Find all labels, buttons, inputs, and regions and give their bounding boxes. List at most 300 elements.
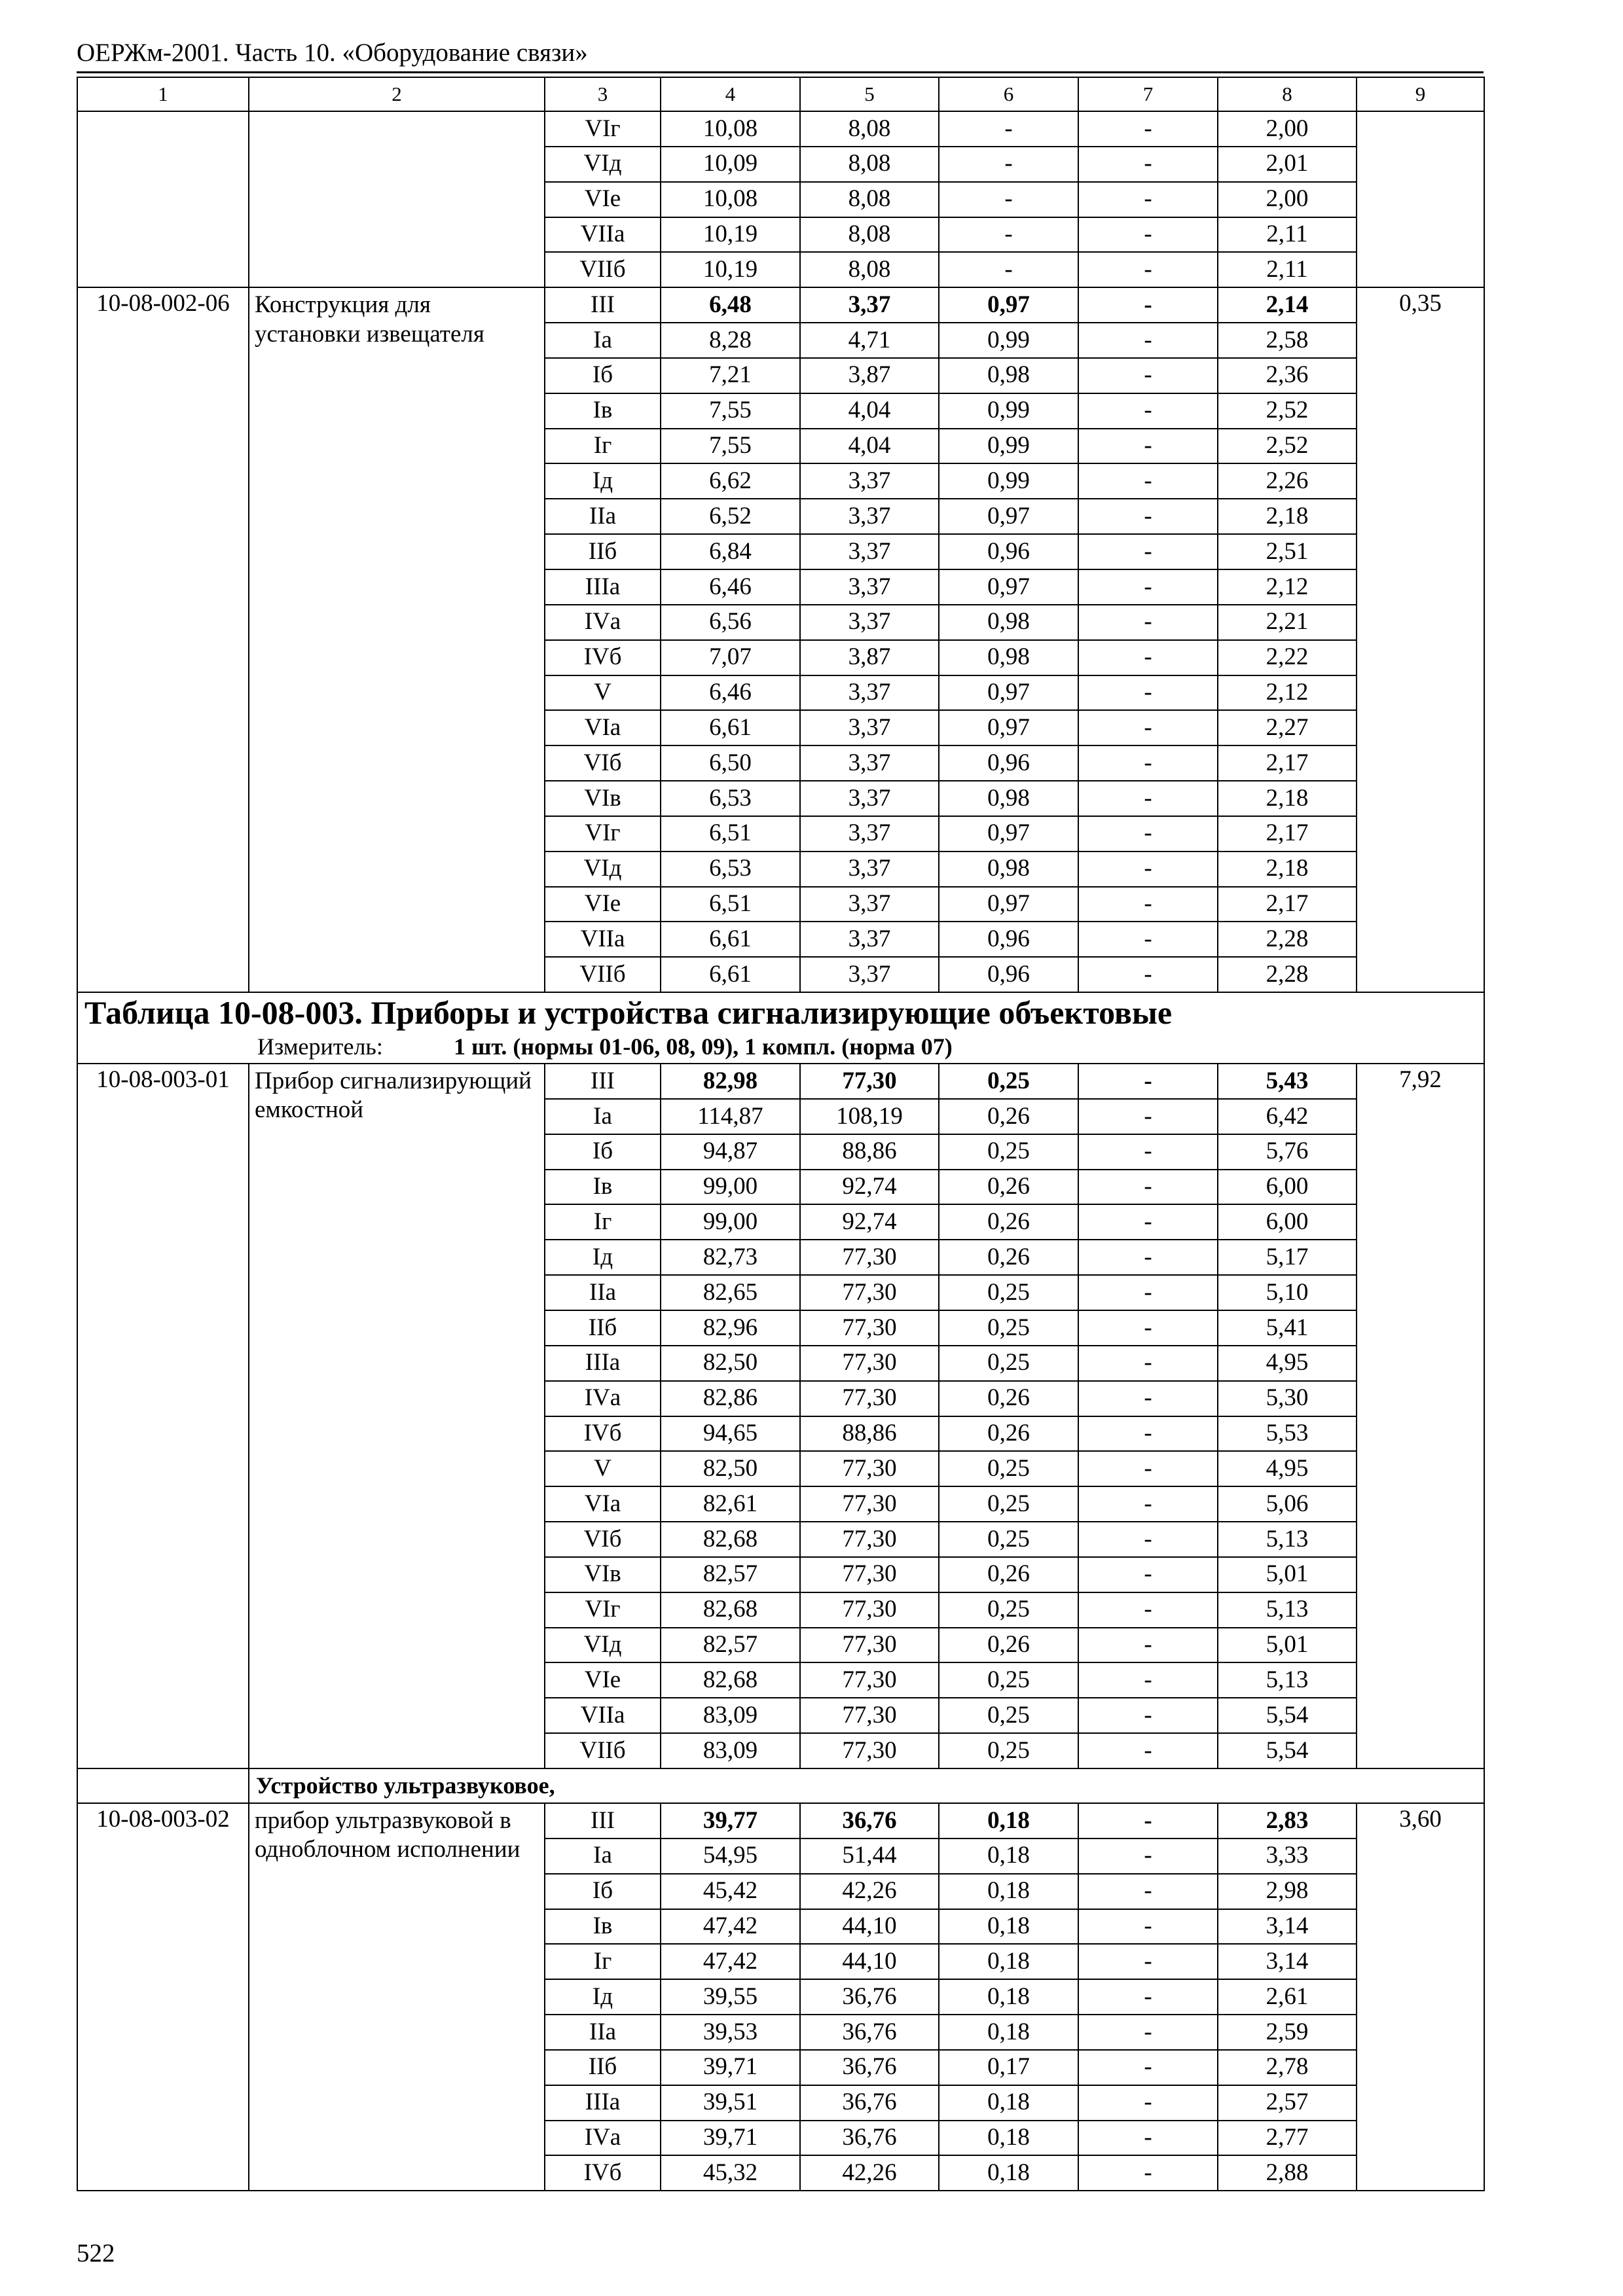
zone-cell: VIIа [545,922,661,957]
value-cell: 0,17 [939,2050,1078,2085]
value-cell: 8,08 [800,217,939,253]
value-cell: 0,97 [939,816,1078,852]
column-number: 2 [249,77,545,111]
value-cell: 2,36 [1218,358,1357,393]
value-cell: 0,99 [939,323,1078,358]
value-cell: 0,18 [939,1979,1078,2015]
value-cell: 7,07 [661,640,800,675]
value-cell: 6,53 [661,852,800,887]
value-cell: 6,42 [1218,1099,1357,1134]
value-cell: 6,50 [661,745,800,781]
value-cell: 99,00 [661,1204,800,1240]
value-cell: 3,14 [1218,1944,1357,1979]
value-cell: 0,97 [939,499,1078,534]
zone-cell: VIг [545,816,661,852]
value-cell: 3,37 [800,887,939,922]
value-cell: 2,59 [1218,2015,1357,2050]
value-cell: 77,30 [800,1662,939,1698]
value-cell: 0,97 [939,287,1078,323]
value-cell: 82,65 [661,1275,800,1310]
value-cell: 0,26 [939,1204,1078,1240]
value-cell: - [1078,147,1218,182]
value-cell: 54,95 [661,1839,800,1874]
value-cell: 0,18 [939,2155,1078,2191]
value-cell: 8,28 [661,323,800,358]
value-cell: 0,25 [939,1134,1078,1170]
value-cell: 44,10 [800,1909,939,1945]
value-cell: - [1078,2085,1218,2121]
zone-cell: VIIб [545,252,661,287]
value-cell: 0,18 [939,2121,1078,2156]
value-cell: 3,37 [800,781,939,816]
value-cell: 5,41 [1218,1310,1357,1346]
value-cell: 0,25 [939,1698,1078,1733]
value-cell: - [1078,852,1218,887]
value-cell: 82,98 [661,1064,800,1099]
value-cell: - [1078,111,1218,147]
value-cell: 42,26 [800,2155,939,2191]
zone-cell: VIIа [545,1698,661,1733]
value-cell: 5,54 [1218,1733,1357,1768]
zone-cell: VIг [545,1592,661,1628]
value-cell: 39,53 [661,2015,800,2050]
zone-cell: IIа [545,2015,661,2050]
zone-cell: Iв [545,393,661,429]
value-cell: 82,61 [661,1486,800,1522]
zone-cell: Iб [545,1134,661,1170]
rate-name: Конструкция для установки извещателя [249,287,545,992]
value-cell: 2,83 [1218,1803,1357,1839]
value-cell: 10,09 [661,147,800,182]
value-cell: 8,08 [800,182,939,217]
value-cell: 0,96 [939,534,1078,569]
value-cell: - [1078,957,1218,992]
value-cell: 82,68 [661,1662,800,1698]
value-cell: - [1078,640,1218,675]
value-cell: 77,30 [800,1240,939,1275]
value-cell: 3,33 [1218,1839,1357,1874]
value-cell: 3,87 [800,358,939,393]
zone-cell: VIIа [545,217,661,253]
zone-cell: IVа [545,2121,661,2156]
value-cell: 2,98 [1218,1874,1357,1909]
value-cell: - [1078,1064,1218,1099]
zone-cell: III [545,1803,661,1839]
value-cell: 82,50 [661,1451,800,1486]
value-cell: 0,99 [939,429,1078,464]
value-cell: - [1078,745,1218,781]
value-cell: 77,30 [800,1310,939,1346]
value-cell: 2,21 [1218,605,1357,640]
value-cell: 0,98 [939,640,1078,675]
column-number: 1 [77,77,249,111]
value-cell: 2,26 [1218,463,1357,499]
value-cell: 0,18 [939,1874,1078,1909]
value-cell: 39,71 [661,2121,800,2156]
zone-cell: Iв [545,1909,661,1945]
value-cell: 0,25 [939,1592,1078,1628]
table-title-row [77,992,1484,1064]
zone-cell: IIа [545,499,661,534]
value-cell: 2,18 [1218,781,1357,816]
value-cell: 2,58 [1218,323,1357,358]
value-cell: 0,26 [939,1381,1078,1416]
value-cell: 0,97 [939,887,1078,922]
value-cell: - [939,147,1078,182]
value-cell: 5,10 [1218,1275,1357,1310]
value-cell: 6,53 [661,781,800,816]
value-cell: 2,77 [1218,2121,1357,2156]
value-cell: 2,00 [1218,182,1357,217]
value-cell: 36,76 [800,1803,939,1839]
value-cell: 0,25 [939,1733,1078,1768]
value-cell: - [1078,2155,1218,2191]
value-cell: 0,18 [939,1839,1078,1874]
value-cell: 92,74 [800,1170,939,1205]
value-cell: - [1078,1592,1218,1628]
measure-line [84,1032,1477,1062]
value-cell: - [1078,922,1218,957]
table-row [77,1803,1484,1839]
value-cell: 2,61 [1218,1979,1357,2015]
value-cell: 82,50 [661,1346,800,1381]
value-cell: - [1078,1909,1218,1945]
zone-cell: Iд [545,1240,661,1275]
value-cell: - [1078,1628,1218,1663]
zone-cell: V [545,675,661,711]
value-cell: 36,76 [800,1979,939,2015]
zone-cell: VIе [545,887,661,922]
value-cell: 0,26 [939,1628,1078,1663]
value-cell: 3,37 [800,287,939,323]
value-cell: 4,95 [1218,1346,1357,1381]
value-cell: 36,76 [800,2015,939,2050]
value-cell: 8,08 [800,252,939,287]
value-cell: 5,01 [1218,1628,1357,1663]
value-cell: - [1078,1134,1218,1170]
value-cell: - [1078,1803,1218,1839]
zone-cell: VIд [545,147,661,182]
value-cell: - [1078,1698,1218,1733]
value-cell: - [1078,1979,1218,2015]
value-cell: 8,08 [800,111,939,147]
value-cell: 6,48 [661,287,800,323]
value-cell: 6,61 [661,710,800,745]
value-cell: 83,09 [661,1733,800,1768]
value-cell: 82,68 [661,1522,800,1557]
zone-cell: VIб [545,1522,661,1557]
value-cell: 2,14 [1218,287,1357,323]
value-cell: 77,30 [800,1557,939,1592]
value-cell: 0,25 [939,1522,1078,1557]
value-cell: - [1078,1839,1218,1874]
value-cell: 47,42 [661,1909,800,1945]
zone-cell: III [545,287,661,323]
value-cell: 36,76 [800,2121,939,2156]
value-cell: 3,37 [800,816,939,852]
value-cell: 39,51 [661,2085,800,2121]
value-cell: 94,87 [661,1134,800,1170]
value-cell: - [1078,182,1218,217]
value-cell: 2,01 [1218,147,1357,182]
subheading: Устройство ультразвуковое, [249,1768,1484,1803]
zone-cell: IVб [545,640,661,675]
value-cell: 77,30 [800,1592,939,1628]
column-number: 6 [939,77,1078,111]
value-cell: 3,37 [800,675,939,711]
value-cell: - [939,217,1078,253]
zone-cell: Iа [545,323,661,358]
zone-cell: Iв [545,1170,661,1205]
value-cell: 2,88 [1218,2155,1357,2191]
value-cell: - [1078,499,1218,534]
zone-cell: VIд [545,1628,661,1663]
zone-cell: IIIа [545,2085,661,2121]
value-cell: 39,55 [661,1979,800,2015]
value-cell: 3,37 [800,463,939,499]
column-number: 8 [1218,77,1357,111]
value-cell: - [1078,1170,1218,1205]
value-cell: - [1078,463,1218,499]
value-cell: 0,25 [939,1275,1078,1310]
value-cell: - [1078,1099,1218,1134]
value-cell: 6,62 [661,463,800,499]
zone-cell: Iг [545,429,661,464]
value-cell: 0,96 [939,745,1078,781]
zone-cell: VIв [545,1557,661,1592]
column-number: 4 [661,77,800,111]
zone-cell: IIIа [545,569,661,605]
value-cell: 2,11 [1218,217,1357,253]
value-cell: 77,30 [800,1522,939,1557]
value-cell: 0,26 [939,1416,1078,1452]
table-title: Таблица 10-08-003. Приборы и устройства сигнализирующие объектовые [84,994,1173,1031]
value-cell: 94,65 [661,1416,800,1452]
value-cell: 5,06 [1218,1486,1357,1522]
zone-cell: Iа [545,1099,661,1134]
value-cell: 36,76 [800,2050,939,2085]
value-cell: 77,30 [800,1451,939,1486]
value-cell: 51,44 [800,1839,939,1874]
rates-table [77,77,1485,2191]
zone-cell: IVб [545,2155,661,2191]
value-cell: - [1078,1204,1218,1240]
value-cell: 6,51 [661,816,800,852]
column-number: 7 [1078,77,1218,111]
value-cell: 3,37 [800,534,939,569]
value-cell: 6,52 [661,499,800,534]
zone-cell: Iб [545,1874,661,1909]
value-cell: 0,98 [939,852,1078,887]
value-cell: 0,98 [939,605,1078,640]
rate-last-value: 0,35 [1357,287,1484,992]
value-cell: 2,57 [1218,2085,1357,2121]
value-cell: 10,08 [661,182,800,217]
value-cell: 82,57 [661,1557,800,1592]
column-number-row [77,77,1484,111]
value-cell: - [1078,1381,1218,1416]
value-cell: 7,21 [661,358,800,393]
value-cell: 0,18 [939,1944,1078,1979]
zone-cell: VIIб [545,957,661,992]
value-cell: 45,32 [661,2155,800,2191]
value-cell: 8,08 [800,147,939,182]
value-cell: 42,26 [800,1874,939,1909]
value-cell: 7,55 [661,429,800,464]
value-cell: - [1078,2121,1218,2156]
value-cell: - [1078,1522,1218,1557]
value-cell: 0,26 [939,1240,1078,1275]
zone-cell: III [545,1064,661,1099]
value-cell: 4,04 [800,429,939,464]
value-cell: 4,71 [800,323,939,358]
value-cell: 77,30 [800,1628,939,1663]
value-cell: - [1078,393,1218,429]
value-cell: 114,87 [661,1099,800,1134]
value-cell: 77,30 [800,1486,939,1522]
value-cell: 0,25 [939,1451,1078,1486]
rate-code [77,111,249,287]
zone-cell: VIа [545,710,661,745]
value-cell: - [1078,2050,1218,2085]
value-cell: - [1078,1310,1218,1346]
rate-last-value: 3,60 [1357,1803,1484,2191]
value-cell: 3,37 [800,710,939,745]
value-cell: 88,86 [800,1134,939,1170]
column-number: 9 [1357,77,1484,111]
zone-cell: V [545,1451,661,1486]
value-cell: 0,98 [939,781,1078,816]
value-cell: 0,97 [939,710,1078,745]
value-cell: 88,86 [800,1416,939,1452]
value-cell: - [1078,1944,1218,1979]
value-cell: - [1078,569,1218,605]
value-cell: 0,99 [939,393,1078,429]
value-cell: 0,25 [939,1662,1078,1698]
value-cell: 10,19 [661,217,800,253]
rate-code: 10-08-003-01 [77,1064,249,1768]
zone-cell: VIг [545,111,661,147]
value-cell: 77,30 [800,1064,939,1099]
value-cell: 5,53 [1218,1416,1357,1452]
zone-cell: VIд [545,852,661,887]
value-cell: 6,00 [1218,1204,1357,1240]
value-cell: 99,00 [661,1170,800,1205]
value-cell: 3,37 [800,852,939,887]
value-cell: - [1078,1557,1218,1592]
value-cell: 5,76 [1218,1134,1357,1170]
subheading-row [77,1768,1484,1803]
zone-cell: Iд [545,1979,661,2015]
value-cell: 3,37 [800,569,939,605]
zone-cell: IVб [545,1416,661,1452]
zone-cell: IIа [545,1275,661,1310]
value-cell: - [1078,675,1218,711]
value-cell: - [1078,1486,1218,1522]
running-header: ОЕРЖм-2001. Часть 10. «Оборудование связи» [77,39,588,67]
table-row [77,287,1484,323]
value-cell: 5,43 [1218,1064,1357,1099]
value-cell: 44,10 [800,1944,939,1979]
value-cell: 83,09 [661,1698,800,1733]
zone-cell: Iа [545,1839,661,1874]
value-cell: - [1078,1874,1218,1909]
rate-name [249,111,545,287]
zone-cell: Iг [545,1944,661,1979]
value-cell: 5,30 [1218,1381,1357,1416]
value-cell: 36,76 [800,2085,939,2121]
value-cell: 0,26 [939,1557,1078,1592]
rate-name: прибор ультразвуковой в одноблочном исполнении [249,1803,545,2191]
value-cell: 82,68 [661,1592,800,1628]
rate-code: 10-08-003-02 [77,1803,249,2191]
value-cell: 6,61 [661,922,800,957]
value-cell: 0,97 [939,569,1078,605]
header-rule [77,71,1484,73]
value-cell: 6,46 [661,569,800,605]
zone-cell: IVа [545,605,661,640]
value-cell: 10,19 [661,252,800,287]
value-cell: 2,12 [1218,569,1357,605]
value-cell: 2,18 [1218,852,1357,887]
zone-cell: IVа [545,1381,661,1416]
measure-value: 1 шт. (нормы 01-06, 08, 09), 1 компл. (норма 07) [454,1033,953,1060]
zone-cell: VIIб [545,1733,661,1768]
value-cell: 0,26 [939,1099,1078,1134]
rate-code: 10-08-002-06 [77,287,249,992]
value-cell: - [1078,1416,1218,1452]
value-cell: 0,97 [939,675,1078,711]
value-cell: 0,18 [939,2015,1078,2050]
value-cell: - [939,111,1078,147]
value-cell: - [1078,1733,1218,1768]
value-cell: 6,84 [661,534,800,569]
value-cell: - [1078,217,1218,253]
value-cell: 0,96 [939,957,1078,992]
value-cell: - [939,182,1078,217]
value-cell: 6,00 [1218,1170,1357,1205]
value-cell: 2,22 [1218,640,1357,675]
value-cell: 0,18 [939,2085,1078,2121]
value-cell: 2,51 [1218,534,1357,569]
value-cell: 3,37 [800,745,939,781]
value-cell: 77,30 [800,1275,939,1310]
zone-cell: VIе [545,182,661,217]
value-cell: 6,51 [661,887,800,922]
value-cell: 3,87 [800,640,939,675]
value-cell: 2,52 [1218,393,1357,429]
value-cell: 47,42 [661,1944,800,1979]
value-cell: 0,18 [939,1803,1078,1839]
value-cell: 3,37 [800,605,939,640]
value-cell: - [1078,1662,1218,1698]
zone-cell: VIв [545,781,661,816]
value-cell: 5,13 [1218,1592,1357,1628]
value-cell: 45,42 [661,1874,800,1909]
zone-cell: IIб [545,534,661,569]
value-cell: - [1078,1451,1218,1486]
table-row [77,1064,1484,1099]
value-cell: 0,99 [939,463,1078,499]
zone-cell: IIб [545,1310,661,1346]
zone-cell: VIб [545,745,661,781]
value-cell: 4,04 [800,393,939,429]
value-cell: 5,13 [1218,1662,1357,1698]
page-number: 522 [77,2239,115,2267]
value-cell: 0,96 [939,922,1078,957]
value-cell: 82,96 [661,1310,800,1346]
value-cell: 6,56 [661,605,800,640]
